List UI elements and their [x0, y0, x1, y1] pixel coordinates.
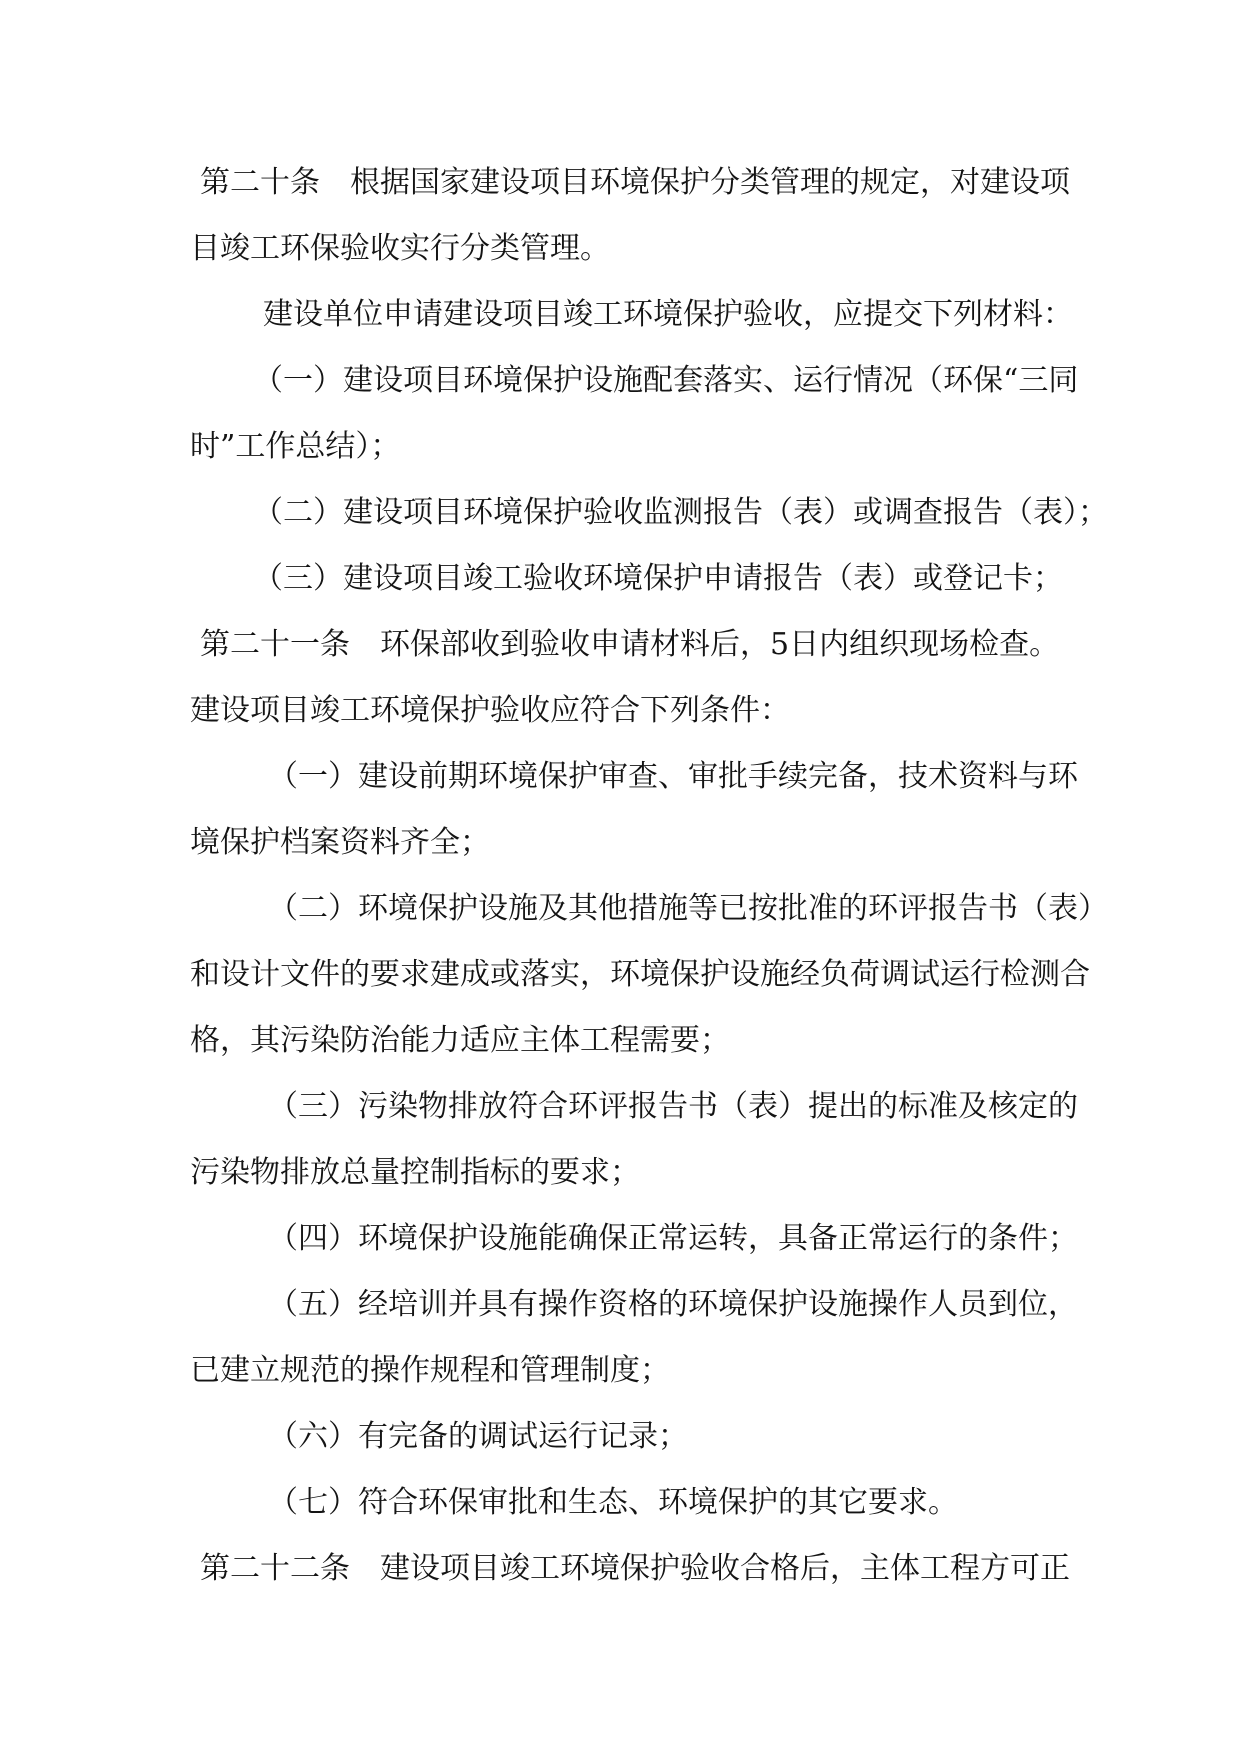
condition-item-3: （三）污染物排放符合环评报告书（表）提出的标准及核定的 — [268, 1089, 1078, 1124]
material-item-1: （一）建设项目环境保护设施配套落实、运行情况（环保“三同 — [253, 363, 1079, 398]
application-materials-intro: 建设单位申请建设项目竣工环境保护验收，应提交下列材料： — [263, 297, 1073, 332]
article-21-heading: 第二十一条 环保部收到验收申请材料后，5日内组织现场检查。 — [200, 627, 1060, 662]
condition-item-5: （五）经培训并具有操作资格的环境保护设施操作人员到位， — [268, 1287, 1078, 1322]
material-item-1-continuation: 时”工作总结）； — [190, 429, 401, 464]
article-20-heading: 第二十条 根据国家建设项目环境保护分类管理的规定，对建设项 — [200, 165, 1070, 200]
condition-item-2-continuation: 和设计文件的要求建成或落实，环境保护设施经负荷调试运行检测合 — [190, 957, 1090, 992]
condition-item-1-continuation: 境保护档案资料齐全； — [190, 825, 490, 860]
material-item-2: （二）建设项目环境保护验收监测报告（表）或调查报告（表）； — [253, 495, 1108, 530]
condition-item-3-continuation: 污染物排放总量控制指标的要求； — [190, 1155, 640, 1190]
condition-item-4: （四）环境保护设施能确保正常运转，具备正常运行的条件； — [268, 1221, 1078, 1256]
article-22-heading: 第二十二条 建设项目竣工环境保护验收合格后，主体工程方可正 — [200, 1551, 1070, 1586]
material-item-3: （三）建设项目竣工验收环境保护申请报告（表）或登记卡； — [253, 561, 1063, 596]
condition-item-6: （六）有完备的调试运行记录； — [268, 1419, 688, 1454]
article-20-continuation: 目竣工环保验收实行分类管理。 — [190, 231, 610, 266]
condition-item-5-continuation: 已建立规范的操作规程和管理制度； — [190, 1353, 670, 1388]
condition-item-1: （一）建设前期环境保护审查、审批手续完备，技术资料与环 — [268, 759, 1078, 794]
condition-item-7: （七）符合环保审批和生态、环境保护的其它要求。 — [268, 1485, 958, 1520]
condition-item-2: （二）环境保护设施及其他措施等已按批准的环评报告书（表） — [268, 891, 1108, 926]
acceptance-conditions-intro: 建设项目竣工环境保护验收应符合下列条件： — [190, 693, 790, 728]
condition-item-2-continuation: 格，其污染防治能力适应主体工程需要； — [190, 1023, 730, 1058]
